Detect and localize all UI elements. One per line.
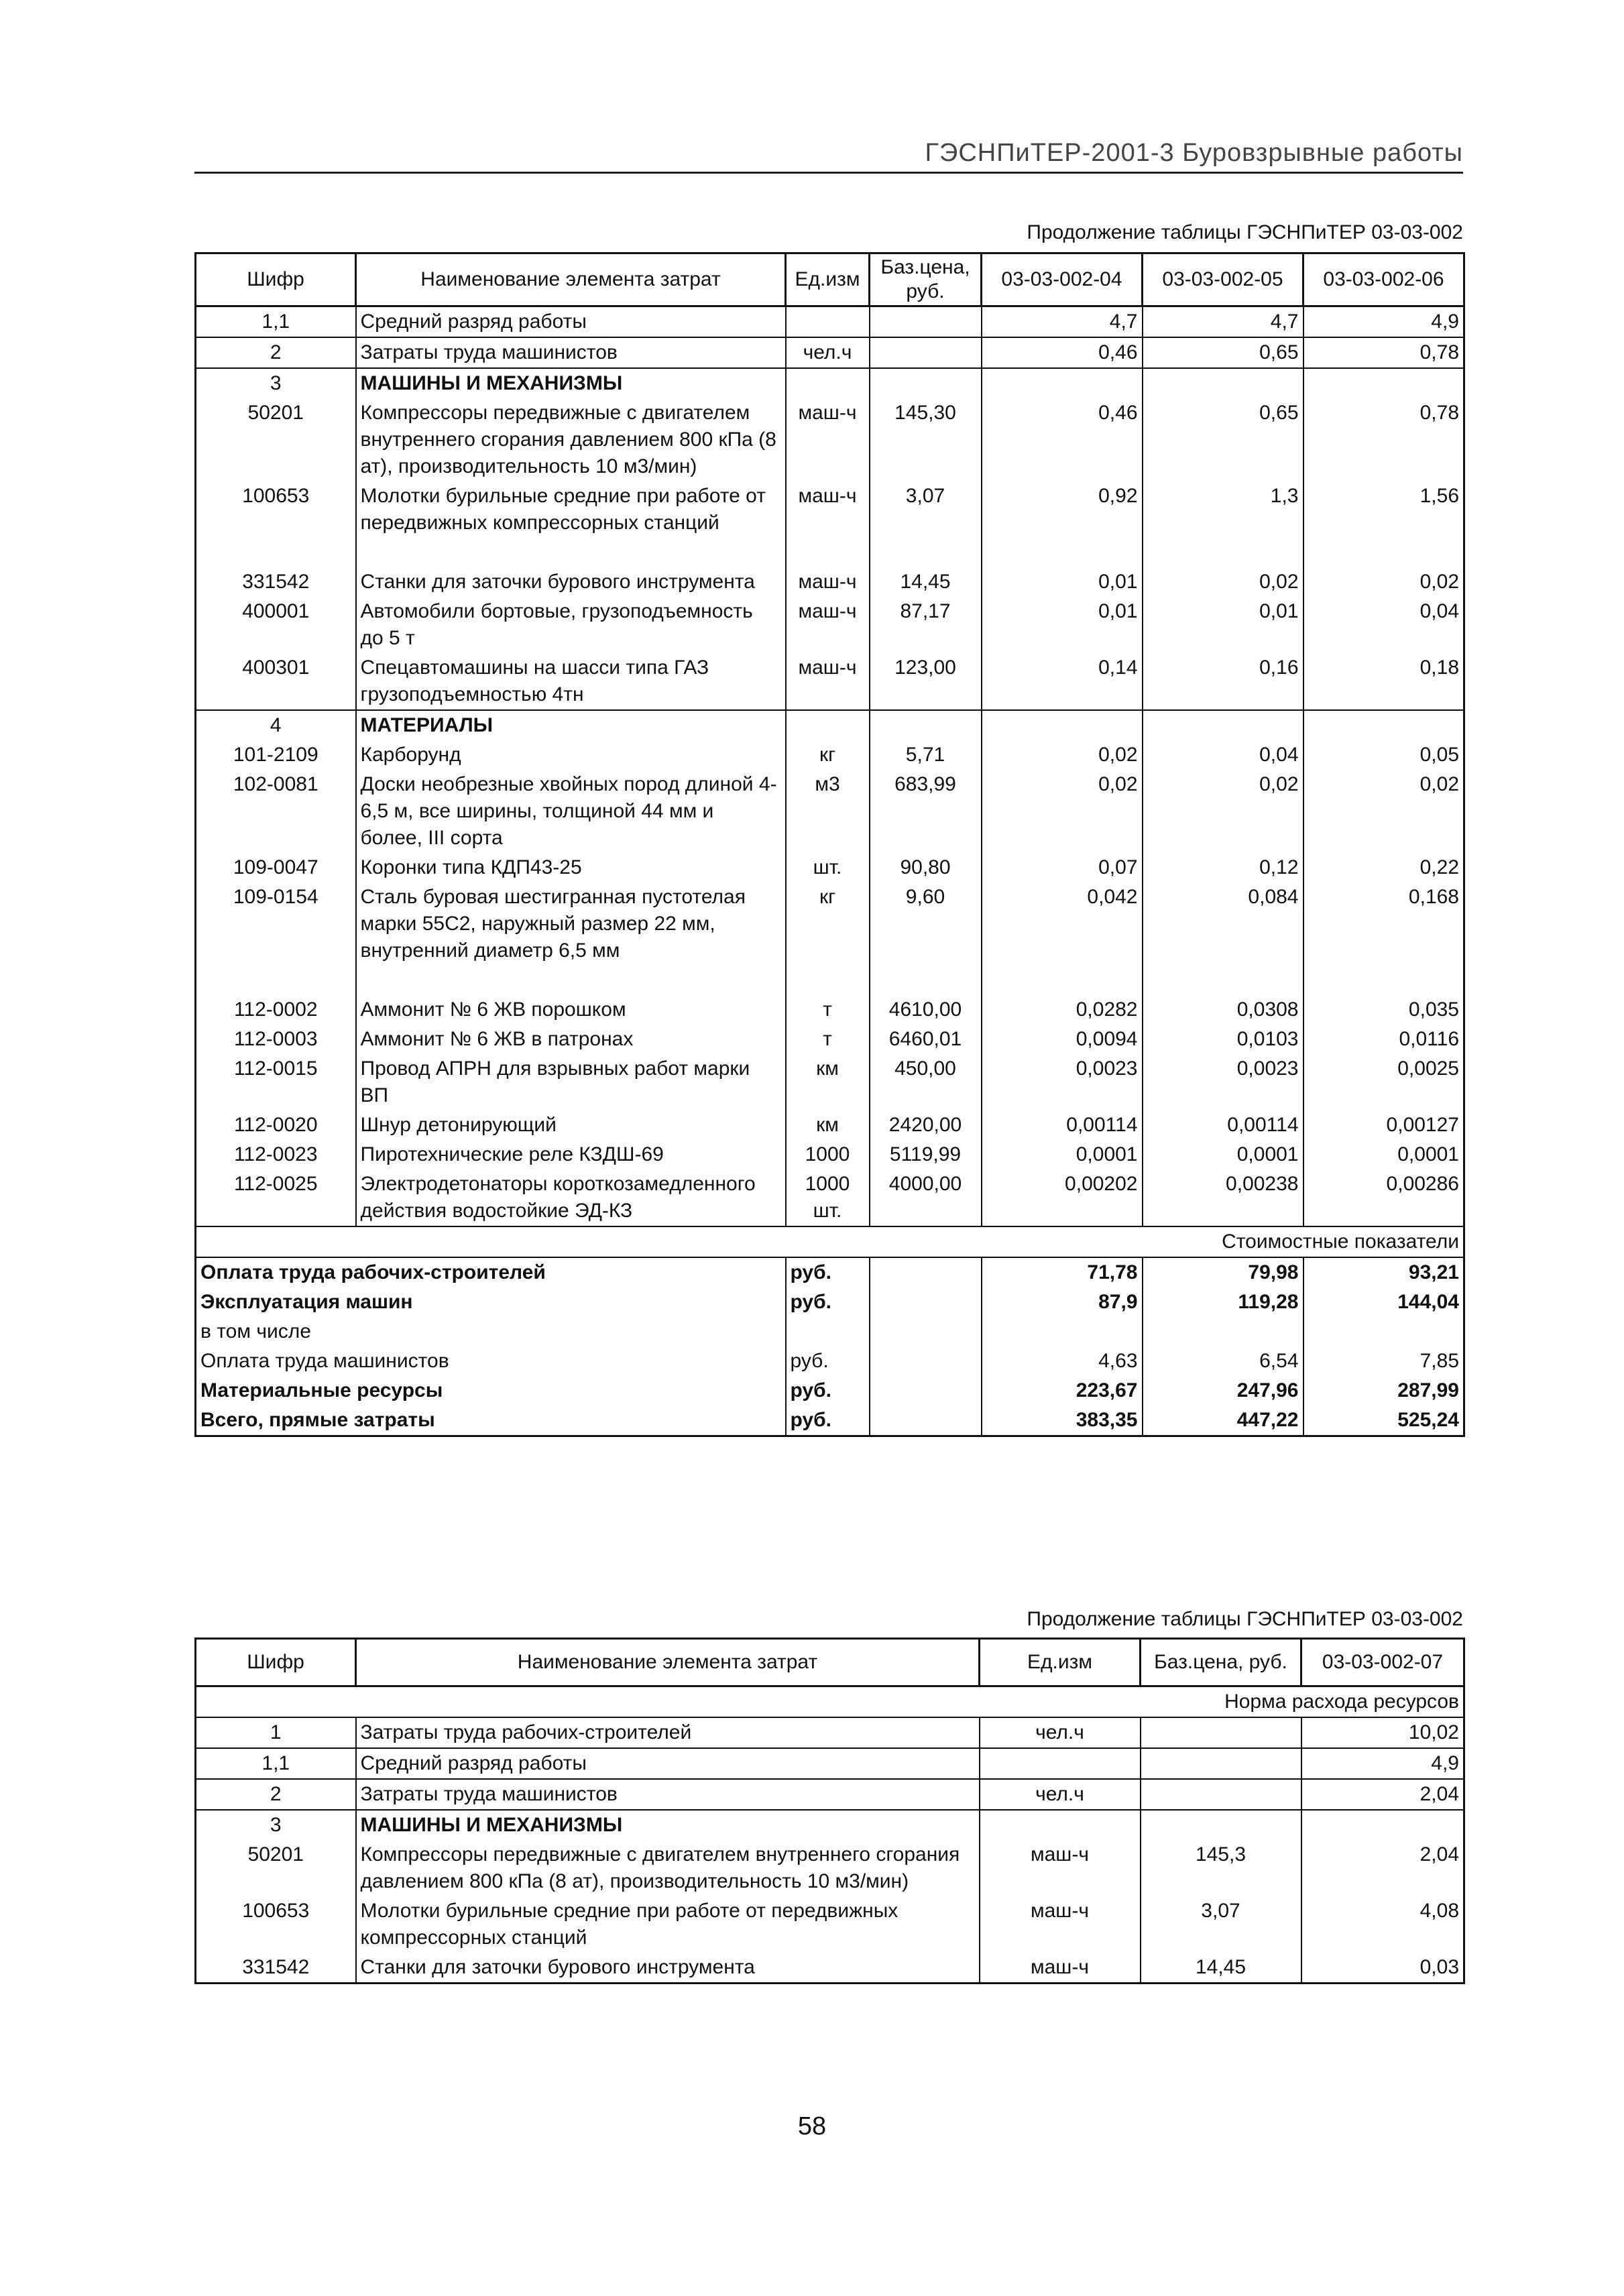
spacer-cell <box>786 966 870 995</box>
cell-name: Пиротехнические реле КЗДШ-69 <box>356 1140 786 1169</box>
resource-table-2 <box>194 1638 1465 1984</box>
cell-value-04: 0,042 <box>982 882 1143 966</box>
cell-name: Затраты труда машинистов <box>356 1779 980 1810</box>
cell-price: 683,99 <box>870 770 982 853</box>
column-header-05: 03-03-002-05 <box>1143 253 1303 306</box>
cell-value-04: 0,0094 <box>982 1025 1143 1054</box>
cell-code: 112-0025 <box>196 1169 356 1226</box>
cell-value-04: 0,14 <box>982 653 1143 710</box>
table-row <box>196 306 1464 338</box>
cell-name: Станки для заточки бурового инструмента <box>356 567 786 597</box>
cell-unit: шт. <box>786 853 870 882</box>
cost-row <box>196 1287 1464 1317</box>
cell-price: 145,3 <box>1141 1840 1301 1896</box>
cell-value-05 <box>1143 710 1303 740</box>
cell-value-07: 10,02 <box>1301 1717 1464 1748</box>
cell-value-06: 0,02 <box>1303 567 1464 597</box>
cost-price-empty <box>870 1317 982 1346</box>
table-row <box>196 597 1464 653</box>
spacer-cell <box>870 538 982 567</box>
cell-code: 3 <box>196 1810 356 1840</box>
cell-code: 112-0020 <box>196 1110 356 1140</box>
table2-caption: Продолжение таблицы ГЭСНПиТЕР 03-03-002 <box>1027 1608 1463 1630</box>
cell-unit <box>980 1748 1141 1779</box>
cell-price: 4610,00 <box>870 995 982 1025</box>
cost-label: Всего, прямые затраты <box>196 1405 786 1436</box>
table-row <box>196 710 1464 740</box>
column-header-price: Баз.цена, руб. <box>1141 1639 1301 1686</box>
cell-name: Электродетонаторы короткозамедленного действия водостойкие ЭД-КЗ <box>356 1169 786 1226</box>
cell-unit: маш-ч <box>786 653 870 710</box>
cell-name: Аммонит № 6 ЖВ порошком <box>356 995 786 1025</box>
cell-value-06: 0,78 <box>1303 337 1464 368</box>
table-header-row <box>196 1639 1464 1686</box>
norm-header: Норма расхода ресурсов <box>196 1686 1464 1718</box>
cost-value-05: 6,54 <box>1143 1346 1303 1376</box>
cell-code: 100653 <box>196 1896 356 1953</box>
cost-row <box>196 1317 1464 1346</box>
cell-price <box>870 306 982 338</box>
cell-value-05: 0,02 <box>1143 770 1303 853</box>
cell-code: 102-0081 <box>196 770 356 853</box>
column-header-code: Шифр <box>196 253 356 306</box>
cost-value-04 <box>982 1317 1143 1346</box>
table-row <box>196 1810 1464 1840</box>
cell-value-05: 4,7 <box>1143 306 1303 338</box>
cell-price: 9,60 <box>870 882 982 966</box>
cost-price-empty <box>870 1346 982 1376</box>
cost-value-06: 144,04 <box>1303 1287 1464 1317</box>
cost-value-05: 447,22 <box>1143 1405 1303 1436</box>
table-row <box>196 1717 1464 1748</box>
table-header-row <box>196 253 1464 306</box>
table-row <box>196 1896 1464 1953</box>
table-row <box>196 1140 1464 1169</box>
cell-name: Станки для заточки бурового инструмента <box>356 1953 980 1984</box>
cell-code: 50201 <box>196 1840 356 1896</box>
cell-value-06: 0,04 <box>1303 597 1464 653</box>
cell-value-07: 2,04 <box>1301 1779 1464 1810</box>
cost-price-empty <box>870 1287 982 1317</box>
spacer-cell <box>1303 966 1464 995</box>
cell-value-06: 0,00286 <box>1303 1169 1464 1226</box>
cost-row <box>196 1405 1464 1436</box>
cell-value-07: 0,03 <box>1301 1953 1464 1984</box>
cell-value-05: 1,3 <box>1143 481 1303 538</box>
cell-name: МАТЕРИАЛЫ <box>356 710 786 740</box>
column-header-06: 03-03-002-06 <box>1303 253 1464 306</box>
cell-code: 50201 <box>196 398 356 481</box>
spacer-cell <box>1143 538 1303 567</box>
cell-price <box>1141 1748 1301 1779</box>
cell-code: 331542 <box>196 567 356 597</box>
cell-value-06 <box>1303 710 1464 740</box>
cell-code: 400301 <box>196 653 356 710</box>
cell-price: 145,30 <box>870 398 982 481</box>
cell-value-05: 0,12 <box>1143 853 1303 882</box>
cell-price: 450,00 <box>870 1054 982 1110</box>
cell-unit <box>786 306 870 338</box>
cell-price: 3,07 <box>870 481 982 538</box>
cell-unit: м3 <box>786 770 870 853</box>
cell-value-04: 0,0023 <box>982 1054 1143 1110</box>
cell-name: Средний разряд работы <box>356 1748 980 1779</box>
cell-value-04: 0,01 <box>982 597 1143 653</box>
cell-name: Спецавтомашины на шасси типа ГАЗ грузоподъемностью 4тн <box>356 653 786 710</box>
spacer-cell <box>196 538 356 567</box>
cell-value-07 <box>1301 1810 1464 1840</box>
cell-name: Автомобили бортовые, грузоподъемность до 5 т <box>356 597 786 653</box>
cell-value-05: 0,16 <box>1143 653 1303 710</box>
cell-unit: т <box>786 1025 870 1054</box>
cell-price <box>870 337 982 368</box>
spacer-cell <box>1303 538 1464 567</box>
cell-code: 3 <box>196 368 356 398</box>
cell-name: Провод АПРН для взрывных работ марки ВП <box>356 1054 786 1110</box>
cell-value-05: 0,01 <box>1143 597 1303 653</box>
table-row <box>196 1779 1464 1810</box>
spacer-cell <box>356 966 786 995</box>
spacer-cell <box>870 966 982 995</box>
table-row <box>196 653 1464 710</box>
cell-name: Сталь буровая шестигранная пустотелая марки 55С2, наружный размер 22 мм, внутренний диаметр 6,5 мм <box>356 882 786 966</box>
cell-unit: 1000 шт. <box>786 1169 870 1226</box>
column-header-code: Шифр <box>196 1639 356 1686</box>
cell-value-04: 0,0001 <box>982 1140 1143 1169</box>
column-header-04: 03-03-002-04 <box>982 253 1143 306</box>
table-row <box>196 1840 1464 1896</box>
cell-price <box>1141 1779 1301 1810</box>
cell-price: 4000,00 <box>870 1169 982 1226</box>
cell-value-05: 0,0308 <box>1143 995 1303 1025</box>
cell-price <box>1141 1810 1301 1840</box>
cost-label: Оплата труда рабочих-строителей <box>196 1257 786 1287</box>
cell-value-05: 0,084 <box>1143 882 1303 966</box>
spacer-row <box>196 966 1464 995</box>
column-header-unit: Ед.изм <box>786 253 870 306</box>
cost-unit: руб. <box>786 1376 870 1405</box>
cell-value-05: 0,65 <box>1143 337 1303 368</box>
table-row <box>196 567 1464 597</box>
cell-code: 1,1 <box>196 306 356 338</box>
cell-name: Коронки типа КДП43-25 <box>356 853 786 882</box>
cell-code: 101-2109 <box>196 740 356 770</box>
cell-price: 123,00 <box>870 653 982 710</box>
cell-unit: маш-ч <box>786 567 870 597</box>
cost-value-04: 71,78 <box>982 1257 1143 1287</box>
cell-code: 1,1 <box>196 1748 356 1779</box>
cost-label: Материальные ресурсы <box>196 1376 786 1405</box>
cell-code: 400001 <box>196 597 356 653</box>
cell-value-06: 0,168 <box>1303 882 1464 966</box>
cell-code: 109-0047 <box>196 853 356 882</box>
cost-header: Стоимостные показатели <box>196 1226 1464 1257</box>
cost-value-06: 287,99 <box>1303 1376 1464 1405</box>
cell-value-06: 1,56 <box>1303 481 1464 538</box>
column-header-name: Наименование элемента затрат <box>356 253 786 306</box>
cell-unit: 1000 <box>786 1140 870 1169</box>
spacer-row <box>196 538 1464 567</box>
cost-value-04: 223,67 <box>982 1376 1143 1405</box>
cost-row <box>196 1257 1464 1287</box>
cell-unit: чел.ч <box>980 1779 1141 1810</box>
cell-value-04: 0,0282 <box>982 995 1143 1025</box>
table1-caption: Продолжение таблицы ГЭСНПиТЕР 03-03-002 <box>1027 221 1463 243</box>
cell-value-06: 0,22 <box>1303 853 1464 882</box>
table-row <box>196 1169 1464 1226</box>
cell-value-06: 0,18 <box>1303 653 1464 710</box>
cell-price <box>870 710 982 740</box>
cell-value-04: 0,02 <box>982 770 1143 853</box>
resource-table-1-body <box>196 253 1464 1436</box>
table-row <box>196 481 1464 538</box>
cell-name: Доски необрезные хвойных пород длиной 4-6,5 м, все ширины, толщиной 44 мм и более, III сорта <box>356 770 786 853</box>
cell-value-06: 4,9 <box>1303 306 1464 338</box>
cell-value-06: 0,00127 <box>1303 1110 1464 1140</box>
cell-price: 14,45 <box>870 567 982 597</box>
cost-value-06: 93,21 <box>1303 1257 1464 1287</box>
column-header-price: Баз.цена, руб. <box>870 253 982 306</box>
table-row <box>196 853 1464 882</box>
cell-value-06: 0,0025 <box>1303 1054 1464 1110</box>
cell-value-04: 0,46 <box>982 337 1143 368</box>
cell-price <box>870 368 982 398</box>
cost-value-06: 7,85 <box>1303 1346 1464 1376</box>
cell-value-07: 4,08 <box>1301 1896 1464 1953</box>
table-row <box>196 368 1464 398</box>
table-row <box>196 1025 1464 1054</box>
cost-value-04: 383,35 <box>982 1405 1143 1436</box>
cost-label: в том числе <box>196 1317 786 1346</box>
cell-value-05: 0,00114 <box>1143 1110 1303 1140</box>
cell-unit: маш-ч <box>786 481 870 538</box>
cell-value-06: 0,0001 <box>1303 1140 1464 1169</box>
cost-value-05 <box>1143 1317 1303 1346</box>
cost-price-empty <box>870 1376 982 1405</box>
table-row <box>196 1110 1464 1140</box>
cost-value-05: 247,96 <box>1143 1376 1303 1405</box>
cost-header-row <box>196 1226 1464 1257</box>
cost-unit: руб. <box>786 1346 870 1376</box>
cell-code: 2 <box>196 337 356 368</box>
cell-value-05 <box>1143 368 1303 398</box>
cell-name: Молотки бурильные средние при работе от передвижных компрессорных станций <box>356 1896 980 1953</box>
cell-price: 14,45 <box>1141 1953 1301 1984</box>
cell-unit: чел.ч <box>786 337 870 368</box>
cell-name: Шнур детонирующий <box>356 1110 786 1140</box>
spacer-cell <box>1143 966 1303 995</box>
table-row <box>196 398 1464 481</box>
column-header-unit: Ед.изм <box>980 1639 1141 1686</box>
cell-price: 87,17 <box>870 597 982 653</box>
spacer-cell <box>356 538 786 567</box>
cell-value-04: 0,00202 <box>982 1169 1143 1226</box>
table-row <box>196 1953 1464 1984</box>
table-row <box>196 995 1464 1025</box>
cost-row <box>196 1376 1464 1405</box>
cell-value-04: 0,00114 <box>982 1110 1143 1140</box>
cost-value-04: 4,63 <box>982 1346 1143 1376</box>
cost-unit: руб. <box>786 1287 870 1317</box>
cell-code: 109-0154 <box>196 882 356 966</box>
cell-unit: маш-ч <box>980 1896 1141 1953</box>
cell-price: 2420,00 <box>870 1110 982 1140</box>
page-number: 58 <box>797 2112 827 2140</box>
cell-name: Затраты труда рабочих-строителей <box>356 1717 980 1748</box>
cell-value-05: 0,0023 <box>1143 1054 1303 1110</box>
cell-code: 100653 <box>196 481 356 538</box>
cell-code: 1 <box>196 1717 356 1748</box>
cell-name: Затраты труда машинистов <box>356 337 786 368</box>
cell-value-05: 0,65 <box>1143 398 1303 481</box>
cell-value-05: 0,04 <box>1143 740 1303 770</box>
cell-code: 112-0002 <box>196 995 356 1025</box>
cell-value-04: 4,7 <box>982 306 1143 338</box>
cell-code: 4 <box>196 710 356 740</box>
cell-name: МАШИНЫ И МЕХАНИЗМЫ <box>356 368 786 398</box>
cost-label: Эксплуатация машин <box>196 1287 786 1317</box>
cell-name: Молотки бурильные средние при работе от передвижных компрессорных станций <box>356 481 786 538</box>
cell-value-06 <box>1303 368 1464 398</box>
cell-price: 5,71 <box>870 740 982 770</box>
cell-unit: км <box>786 1110 870 1140</box>
cost-row <box>196 1346 1464 1376</box>
cell-value-06: 0,02 <box>1303 770 1464 853</box>
cell-value-05: 0,0103 <box>1143 1025 1303 1054</box>
cost-value-06 <box>1303 1317 1464 1346</box>
cost-value-05: 79,98 <box>1143 1257 1303 1287</box>
cell-value-04 <box>982 710 1143 740</box>
cell-value-04: 0,07 <box>982 853 1143 882</box>
cell-price: 3,07 <box>1141 1896 1301 1953</box>
cell-unit: км <box>786 1054 870 1110</box>
cell-unit: маш-ч <box>980 1953 1141 1984</box>
cell-price: 6460,01 <box>870 1025 982 1054</box>
cell-unit: кг <box>786 740 870 770</box>
cell-code: 2 <box>196 1779 356 1810</box>
running-header <box>194 131 1463 174</box>
cost-unit: руб. <box>786 1257 870 1287</box>
cell-value-06: 0,05 <box>1303 740 1464 770</box>
spacer-cell <box>982 538 1143 567</box>
cell-code: 112-0023 <box>196 1140 356 1169</box>
cost-value-06: 525,24 <box>1303 1405 1464 1436</box>
norm-header-row <box>196 1686 1464 1718</box>
cell-value-04: 0,92 <box>982 481 1143 538</box>
table-row <box>196 770 1464 853</box>
cost-value-05: 119,28 <box>1143 1287 1303 1317</box>
cell-value-05: 0,02 <box>1143 567 1303 597</box>
cell-value-04: 0,02 <box>982 740 1143 770</box>
table-row <box>196 740 1464 770</box>
table-row <box>196 1748 1464 1779</box>
cell-price: 5119,99 <box>870 1140 982 1169</box>
resource-table-2-body <box>196 1639 1464 1984</box>
cell-name: Карборунд <box>356 740 786 770</box>
cell-unit <box>786 368 870 398</box>
running-header-title: ГЭСНПиТЕР-2001-3 Буровзрывные работы <box>925 139 1463 167</box>
cell-unit <box>786 710 870 740</box>
column-header-name: Наименование элемента затрат <box>356 1639 980 1686</box>
cell-name: МАШИНЫ И МЕХАНИЗМЫ <box>356 1810 980 1840</box>
cell-name: Средний разряд работы <box>356 306 786 338</box>
cell-value-07: 4,9 <box>1301 1748 1464 1779</box>
cell-name: Компрессоры передвижные с двигателем внутреннего сгорания давлением 800 кПа (8 ат), производительность 10 м3/мин) <box>356 1840 980 1896</box>
cost-value-04: 87,9 <box>982 1287 1143 1317</box>
table-row <box>196 882 1464 966</box>
cell-price <box>1141 1717 1301 1748</box>
spacer-cell <box>196 966 356 995</box>
cell-unit: т <box>786 995 870 1025</box>
table-row <box>196 1054 1464 1110</box>
cell-value-06: 0,035 <box>1303 995 1464 1025</box>
resource-table-1 <box>194 252 1465 1437</box>
cell-code: 112-0015 <box>196 1054 356 1110</box>
cell-value-04: 0,01 <box>982 567 1143 597</box>
cell-name: Аммонит № 6 ЖВ в патронах <box>356 1025 786 1054</box>
cell-code: 112-0003 <box>196 1025 356 1054</box>
cell-unit: кг <box>786 882 870 966</box>
cost-price-empty <box>870 1257 982 1287</box>
cell-unit: маш-ч <box>786 597 870 653</box>
cost-label: Оплата труда машинистов <box>196 1346 786 1376</box>
column-header-07: 03-03-002-07 <box>1301 1639 1464 1686</box>
cell-value-04: 0,46 <box>982 398 1143 481</box>
cell-value-04 <box>982 368 1143 398</box>
cell-value-07: 2,04 <box>1301 1840 1464 1896</box>
spacer-cell <box>786 538 870 567</box>
spacer-cell <box>982 966 1143 995</box>
cost-price-empty <box>870 1405 982 1436</box>
cell-name: Компрессоры передвижные с двигателем внутреннего сгорания давлением 800 кПа (8 ат), производительность 10 м3/мин) <box>356 398 786 481</box>
cell-value-05: 0,00238 <box>1143 1169 1303 1226</box>
cell-value-05: 0,0001 <box>1143 1140 1303 1169</box>
cost-unit <box>786 1317 870 1346</box>
table-row <box>196 337 1464 368</box>
cost-unit: руб. <box>786 1405 870 1436</box>
cell-price: 90,80 <box>870 853 982 882</box>
cell-unit <box>980 1810 1141 1840</box>
cell-unit: маш-ч <box>980 1840 1141 1896</box>
cell-unit: чел.ч <box>980 1717 1141 1748</box>
cell-unit: маш-ч <box>786 398 870 481</box>
cell-code: 331542 <box>196 1953 356 1984</box>
cell-value-06: 0,78 <box>1303 398 1464 481</box>
cell-value-06: 0,0116 <box>1303 1025 1464 1054</box>
